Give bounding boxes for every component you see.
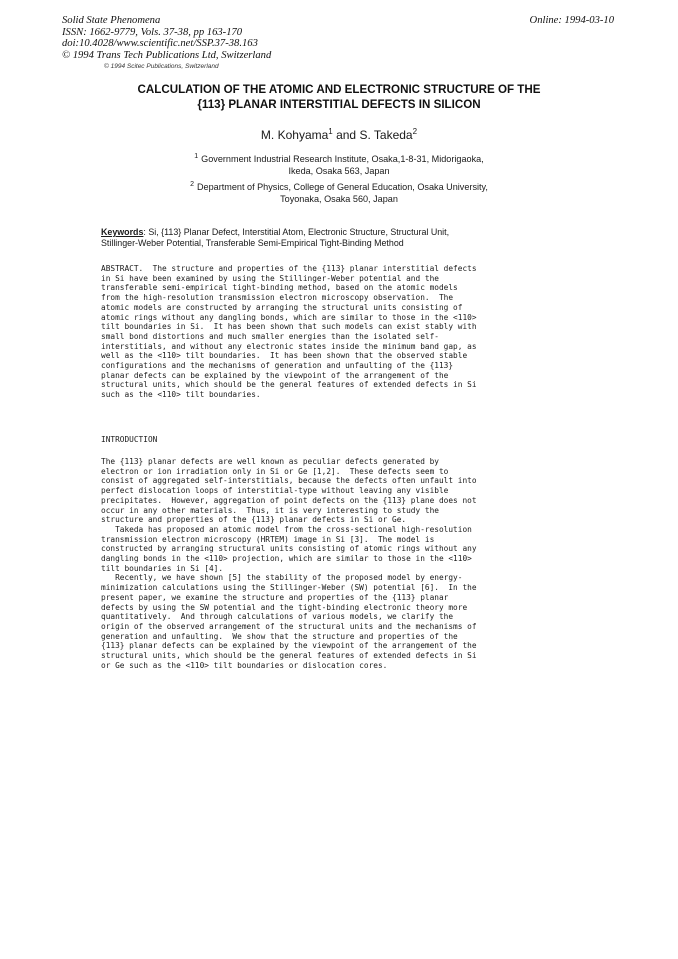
author-2: S. Takeda [359, 128, 413, 142]
author-2-mark: 2 [412, 127, 418, 136]
online-date: Online: 1994-03-10 [529, 15, 614, 26]
intro-line: Recently, we have shown [5] the stability of the proposed model by energy- [101, 573, 463, 583]
keywords-line-2: Stillinger-Weber Potential, Transferable Semi-Empirical Tight-Binding Method [101, 238, 404, 249]
intro-line: structural units, which should be the general features of extended defects in Si [101, 651, 477, 661]
intro-line: transmission electron microscopy (HRTEM) image in Si [3]. The model is [101, 534, 435, 544]
intro-line: dangling bonds in the <110> projection, which are similar to those in the <110> [101, 554, 472, 564]
keywords-line-1: : Si, {113} Planar Defect, Interstitial Atom, Electronic Structure, Structural Unit, [143, 227, 450, 237]
intro-line: consist of aggregated self-interstitials, because the defects often unfault into [101, 476, 477, 486]
abstract-line: such as the <110> tilt boundaries. [101, 390, 261, 400]
abstract-line: tilt boundaries in Si. It has been shown that such models can exist stably with [101, 322, 477, 332]
affiliation-2-line-2: Toyonaka, Osaka 560, Japan [280, 194, 398, 205]
title-line-2: {113} PLANAR INTERSTITIAL DEFECTS IN SILICON [197, 98, 481, 111]
affiliation-2-mark: 2 [190, 181, 194, 188]
doi-line: doi:10.4028/www.scientific.net/SSP.37-38.163 [62, 38, 258, 50]
keywords-block [101, 227, 541, 250]
affiliation-1-line-1: Government Industrial Research Institute, Osaka,1-8-31, Midorigaoka, [201, 154, 484, 164]
intro-line: Takeda has proposed an atomic model from the cross-sectional high-resolution [101, 524, 472, 534]
abstract-line: atomic models are constructed by arranging the structural units consisting of [101, 302, 463, 312]
keywords-label: Keywords [101, 227, 144, 237]
abstract-line: from the high-resolution transmission electron microscopy observation. The [101, 293, 454, 303]
introduction-block [101, 457, 477, 670]
paper-title [60, 82, 618, 112]
abstract-line: transferable semi-empirical tight-binding method, based on the atomic models [101, 283, 458, 293]
intro-line: tilt boundaries in Si [4]. [101, 563, 224, 573]
intro-line: {113} planar defects can be explained by the viewpoint of the arrangement of the [101, 641, 477, 651]
abstract-line: small bond distortions and much smaller energies than the isolated self- [101, 331, 439, 341]
intro-line: defects by using the SW potential and the tight-binding electronic theory more [101, 602, 468, 612]
abstract-line: ABSTRACT. The structure and properties of the {113} planar interstitial defects [101, 264, 477, 273]
intro-line: perfect dislocation loops of interstitial-type without leaving any visible [101, 486, 449, 496]
intro-line: constructed by arranging structural units consisting of atomic rings without any [101, 544, 477, 554]
author-conjunction: and [336, 128, 357, 142]
abstract-line: atomic rings without any dangling bonds, which are similar to those in the <110> [101, 312, 477, 322]
introduction-heading: INTRODUCTION [101, 435, 158, 444]
abstract-line: in Si have been examined by using the Stillinger-Weber potential and the [101, 273, 439, 283]
issn-line: ISSN: 1662-9779, Vols. 37-38, pp 163-170 [62, 26, 243, 38]
abstract-line: structural units, which should be the general features of extended defects in Si [101, 380, 477, 390]
abstract-line: planar defects can be explained by the viewpoint of the arrangement of the [101, 370, 449, 380]
abstract-line: interstitials, and without any electronic states inside the minimum band gap, as [101, 341, 477, 351]
intro-line: electron or ion irradiation only in Si or Ge [1,2]. These defects seem to [101, 466, 449, 476]
copyright-line: © 1994 Trans Tech Publications Ltd, Switzerland [62, 49, 272, 61]
abstract-line: configurations and the mechanisms of generation and unfaulting of the {113} [101, 361, 454, 371]
intro-line: or Ge such as the <110> tilt boundaries or dislocation cores. [101, 660, 388, 670]
affiliation-1-line-2: Ikeda, Osaka 563, Japan [288, 166, 390, 177]
affiliation-2 [60, 179, 618, 206]
journal-name: Solid State Phenomena [62, 15, 161, 26]
intro-line: present paper, we examine the structure and properties of the {113} planar [101, 592, 449, 602]
intro-line: occur in any other materials. Thus, it is very interesting to study the [101, 505, 439, 515]
intro-line: generation and unfaulting. We show that the structure and properties of the [101, 631, 458, 641]
author-1-mark: 1 [328, 127, 333, 136]
affiliation-2-line-1: Department of Physics, College of General Education, Osaka University, [196, 182, 488, 192]
publisher-copyright: © 1994 Scitec Publications, Switzerland [104, 63, 219, 70]
intro-line: origin of the observed arrangement of the structural units and the mechanisms of [101, 621, 477, 631]
intro-line: precipitates. However, aggregation of point defects on the {113} plane does not [101, 495, 477, 505]
intro-line: quantitatively. And through calculations of various models, we clarify the [101, 612, 454, 622]
author-1: M. Kohyama [260, 128, 329, 142]
intro-line: structure and properties of the {113} planar defects in Si or Ge. [101, 515, 407, 525]
journal-header [62, 15, 271, 61]
affiliation-1 [60, 151, 618, 178]
affiliation-1-mark: 1 [194, 153, 199, 160]
author-list [60, 124, 618, 143]
intro-line: minimization calculations using the Stillinger-Weber (SW) potential [6]. In the [101, 583, 477, 593]
abstract-line: well as the <110> tilt boundaries. It has been shown that the observed stable [101, 351, 468, 361]
intro-line: The {113} planar defects are well known as peculiar defects generated by [101, 457, 439, 466]
title-line-1: CALCULATION OF THE ATOMIC AND ELECTRONIC STRUCTURE OF THE [137, 83, 541, 96]
abstract-block [101, 264, 477, 400]
